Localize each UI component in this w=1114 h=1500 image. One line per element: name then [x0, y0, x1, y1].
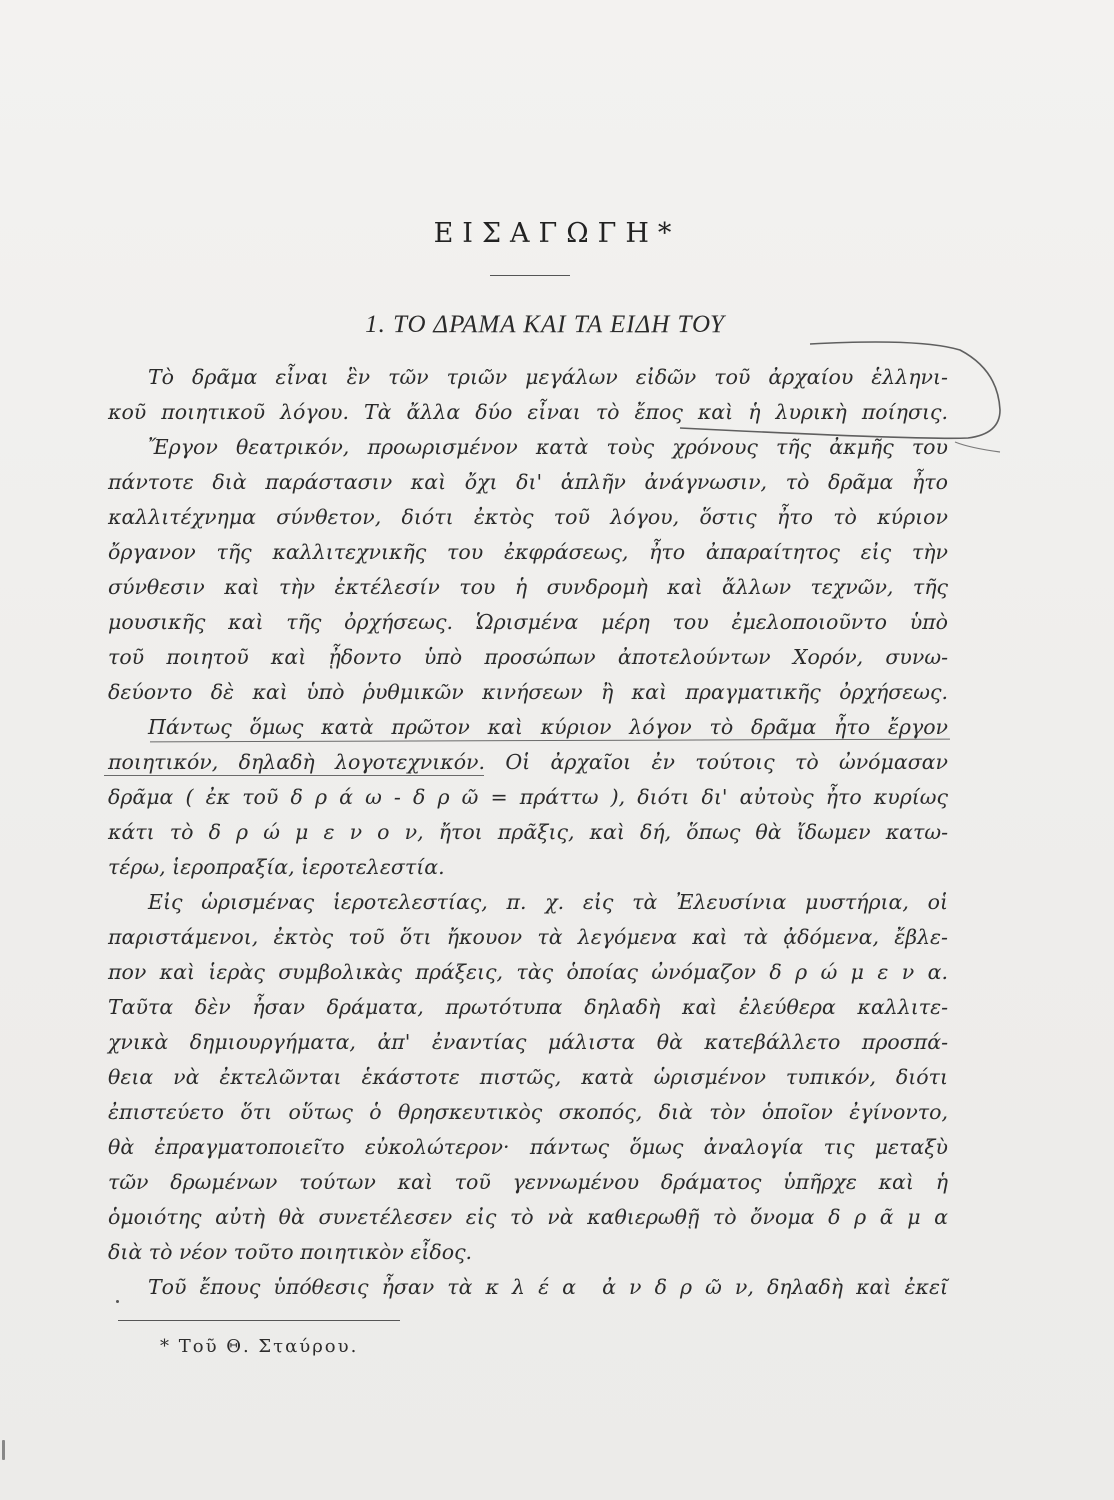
text-line: δεύοντο δὲ καὶ ὑπὸ ῥυθμικῶν κινήσεων ἢ καὶ πραγματικῆς ὀρχήσεως.	[108, 680, 948, 704]
scan-speck	[2, 1440, 5, 1460]
title-divider	[490, 275, 570, 276]
text-line: δρᾶμα ( ἐκ τοῦ δ ρ ά ω - δ ρ ῶ = πράττω ), διότι δι' αὐτοὺς ἦτο κυρίως	[108, 785, 948, 809]
text-line: τοῦ ποιητοῦ καὶ ᾖδοντο ὑπὸ προσώπων ἀποτελούντων Χορόν, συνω-	[108, 645, 948, 669]
footnote-divider	[118, 1320, 400, 1321]
text-line: θεια νὰ ἐκτελῶνται ἑκάστοτε πιστῶς, κατὰ ὡρισμένον τυπικόν, διότι	[108, 1065, 948, 1089]
text-line: Ἔργον θεατρικόν, προωρισμένον κατὰ τοὺς χρόνους τῆς ἀκμῆς του	[148, 435, 948, 459]
text-line: θὰ ἐπραγματοποιεῖτο εὐκολώτερον· πάντως ὅμως ἀναλογία τις μεταξὺ	[108, 1135, 948, 1159]
text-line: τέρω, ἱεροπραξία, ἱεροτελεστία.	[108, 855, 445, 879]
scan-speck	[116, 1300, 119, 1303]
text-line: ὄργανον τῆς καλλιτεχνικῆς του ἐκφράσεως, ἦτο ἀπαραίτητος εἰς τὴν	[108, 540, 948, 564]
text-line: πον καὶ ἱερὰς συμβολικὰς πράξεις, τὰς ὁποίας ὠνόμαζον δ ρ ώ μ ε ν α.	[108, 960, 948, 984]
text-line: διὰ τὸ νέον τοῦτο ποιητικὸν εἶδος.	[108, 1240, 473, 1264]
text-line: κοῦ ποιητικοῦ λόγου. Τὰ ἄλλα δύο εἶναι τὸ ἔπος καὶ ἡ λυρικὴ ποίησις.	[108, 400, 948, 424]
text-line: Πάντως ὅμως κατὰ πρῶτον καὶ κύριον λόγον τὸ δρᾶμα ἦτο ἔργον	[148, 715, 948, 739]
text-line: Τὸ δρᾶμα εἶναι ἓν τῶν τριῶν μεγάλων εἰδῶν τοῦ ἀρχαίου ἑλληνι-	[148, 365, 948, 389]
text-line: χνικὰ δημιουργήματα, ἀπ' ἐναντίας μάλιστα θὰ κατεβάλλετο προσπά-	[108, 1030, 948, 1054]
text-line: κάτι τὸ δ ρ ώ μ ε ν ο ν, ἤτοι πρᾶξις, καὶ δή, ὅπως θὰ ἴδωμεν κατω-	[108, 820, 948, 844]
pencil-underline	[104, 775, 484, 776]
text-line: τῶν δρωμένων τούτων καὶ τοῦ γεννωμένου δράματος ὑπῆρχε καὶ ἡ	[108, 1170, 948, 1194]
text-line: Τοῦ ἔπους ὑπόθεσις ἦσαν τὰ κ λ έ α ἀ ν δ ρ ῶ ν, δηλαδὴ καὶ ἐκεῖ	[148, 1275, 948, 1299]
text-line: ἐπιστεύετο ὅτι οὕτως ὁ θρησκευτικὸς σκοπός, διὰ τὸν ὁποῖον ἐγίνοντο,	[108, 1100, 948, 1124]
text-line: καλλιτέχνημα σύνθετον, διότι ἐκτὸς τοῦ λόγου, ὅστις ἦτο τὸ κύριον	[108, 505, 948, 529]
chapter-title: ΕΙΣΑΓΩΓΗ*	[433, 218, 681, 249]
text-line: Ταῦτα δὲν ἦσαν δράματα, πρωτότυπα δηλαδὴ καὶ ἐλεύθερα καλλιτε-	[108, 995, 948, 1019]
text-line: Εἰς ὡρισμένας ἱεροτελεστίας, π. χ. εἰς τὰ Ἐλευσίνια μυστήρια, οἱ	[148, 890, 948, 914]
text-line: πάντοτε διὰ παράστασιν καὶ ὄχι δι' ἁπλῆν ἀνάγνωσιν, τὸ δρᾶμα ἦτο	[108, 470, 948, 494]
text-line: σύνθεσιν καὶ τὴν ἐκτέλεσίν του ἡ συνδρομὴ καὶ ἄλλων τεχνῶν, τῆς	[108, 575, 948, 599]
text-line: μουσικῆς καὶ τῆς ὀρχήσεως. Ὡρισμένα μέρη του ἐμελοποιοῦντο ὑπὸ	[108, 610, 948, 634]
section-heading: 1. ΤΟ ΔΡΑΜΑ ΚΑΙ ΤΑ ΕΙΔΗ ΤΟΥ	[365, 311, 725, 338]
text-line: ποιητικόν, δηλαδὴ λογοτεχνικόν. Οἱ ἀρχαῖοι ἐν τούτοις τὸ ὠνόμασαν	[108, 750, 948, 774]
body-text	[108, 360, 948, 1305]
text-line: παριστάμενοι, ἐκτὸς τοῦ ὅτι ἤκουον τὰ λεγόμενα καὶ τὰ ᾀδόμενα, ἔβλε-	[108, 925, 948, 949]
footnote: * Τοῦ Θ. Σταύρου.	[160, 1336, 359, 1357]
text-line: ὁμοιότης αὐτὴ θὰ συνετέλεσεν εἰς τὸ νὰ καθιερωθῇ τὸ ὄνομα δ ρ ᾶ μ α	[108, 1205, 948, 1229]
